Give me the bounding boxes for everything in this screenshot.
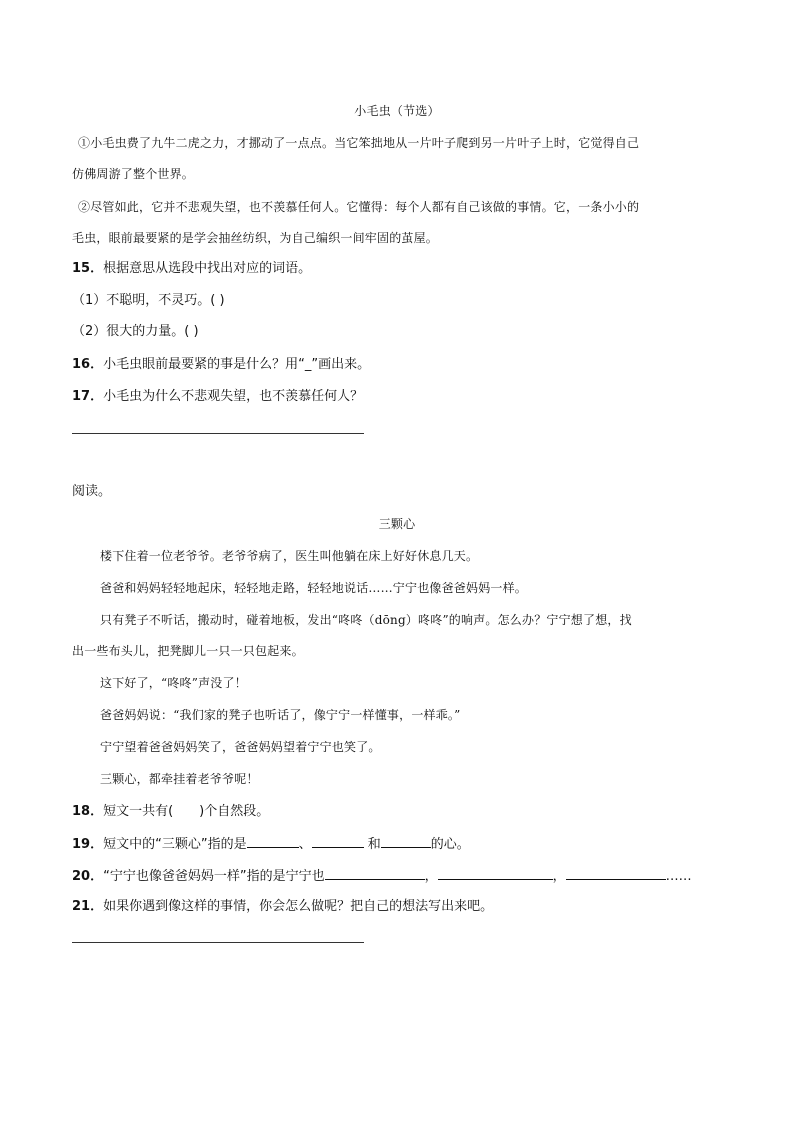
question-15-sub2: （2）很大的力量。( ) <box>72 324 199 339</box>
question-21-text: 如果你遇到像这样的事情，你会怎么做呢？把自己的想法写出来吧。 <box>103 899 494 914</box>
question-17-number: 17． <box>72 389 104 404</box>
question-19-sep2: 和 <box>363 837 381 852</box>
question-15-text: 根据意思从选段中找出对应的词语。 <box>103 261 312 276</box>
question-20-ellipsis: …… <box>665 869 692 884</box>
passage1-title: 小毛虫（节选） <box>354 104 440 118</box>
passage1-paragraph1-line2: 仿佛周游了整个世界。 <box>72 167 195 181</box>
question-19-number: 19． <box>72 837 104 852</box>
question-18 <box>72 801 269 822</box>
question-17 <box>72 387 363 407</box>
section2-instruction: 阅读。 <box>72 484 112 499</box>
passage2-paragraph2: 爸爸和妈妈轻轻地起床，轻轻地走路，轻轻地说话……宁宁也像爸爸妈妈一样。 <box>100 581 528 595</box>
question-20-blank-1[interactable] <box>325 865 425 880</box>
question-18-text-b: )个自然段。 <box>199 804 270 819</box>
question-20-blank-2[interactable] <box>438 865 553 880</box>
passage2-title: 三颗心 <box>378 517 416 531</box>
question-21 <box>72 897 493 917</box>
passage2-paragraph6: 宁宁望着爸爸妈妈笑了，爸爸妈妈望着宁宁也笑了。 <box>100 740 381 754</box>
question-19-blank-1[interactable] <box>247 833 299 848</box>
passage2-paragraph5: 爸爸妈妈说：“我们家的凳子也听话了，像宁宁一样懂事，一样乖。” <box>100 708 461 722</box>
question-15 <box>72 259 311 279</box>
question-21-answer-line[interactable] <box>72 942 364 943</box>
question-19-blank-2[interactable] <box>312 833 364 848</box>
passage1-paragraph1-line1: ①小毛虫费了九牛二虎之力，才挪动了一点点。当它笨拙地从一片叶子爬到另一片叶子上时，它觉得自己 <box>78 136 640 150</box>
question-17-text: 小毛虫为什么不悲观失望，也不羡慕任何人？ <box>103 389 364 404</box>
question-20-number: 20． <box>72 869 104 884</box>
question-20-blank-3[interactable] <box>566 865 666 880</box>
question-19 <box>72 833 470 855</box>
question-19-sep1: 、 <box>298 837 312 852</box>
question-21-number: 21． <box>72 899 104 914</box>
question-19-text-end: 的心。 <box>430 837 470 852</box>
question-20-sep-1: ， <box>424 869 438 884</box>
question-20 <box>72 865 692 887</box>
passage2-paragraph3-line1: 只有凳子不听话，搬动时，碰着地板，发出“咚咚（dōng）咚咚”的响声。怎么办？宁宁想了想，找 <box>100 613 632 627</box>
question-15-number: 15． <box>72 261 104 276</box>
passage1-paragraph2-line2: 毛虫，眼前最要紧的是学会抽丝纺织，为自己编织一间牢固的茧屋。 <box>72 231 439 245</box>
passage2-paragraph3-line2: 出一些布头儿，把凳脚儿一只一只包起来。 <box>72 644 304 658</box>
passage2-paragraph4: 这下好了，“咚咚”声没了！ <box>100 676 247 690</box>
question-20-text-a: “宁宁也像爸爸妈妈一样”指的是宁宁也 <box>103 869 325 884</box>
question-18-number: 18． <box>72 804 104 819</box>
passage2-paragraph7: 三颗心，都牵挂着老爷爷呢！ <box>100 772 259 786</box>
question-19-text-a: 短文中的“三颗心”指的是 <box>103 837 247 852</box>
question-18-text-a: 短文一共有( <box>103 804 174 819</box>
question-19-blank-3[interactable] <box>381 833 431 848</box>
question-16-number: 16． <box>72 357 104 372</box>
passage2-paragraph1: 楼下住着一位老爷爷。老爷爷病了，医生叫他躺在床上好好休息几天。 <box>100 549 479 563</box>
passage1-paragraph2-line1: ②尽管如此，它并不悲观失望，也不羡慕任何人。它懂得：每个人都有自己该做的事情。它，一条小小的 <box>78 200 640 214</box>
question-16-text: 小毛虫眼前最要紧的事是什么？用“_”画出来。 <box>103 357 371 372</box>
question-18-blank[interactable] <box>173 801 199 815</box>
question-16 <box>72 355 370 375</box>
question-20-sep-2: ， <box>552 869 566 884</box>
question-17-answer-line[interactable] <box>72 433 364 434</box>
question-15-sub1: （1）不聪明，不灵巧。( ) <box>72 293 225 308</box>
